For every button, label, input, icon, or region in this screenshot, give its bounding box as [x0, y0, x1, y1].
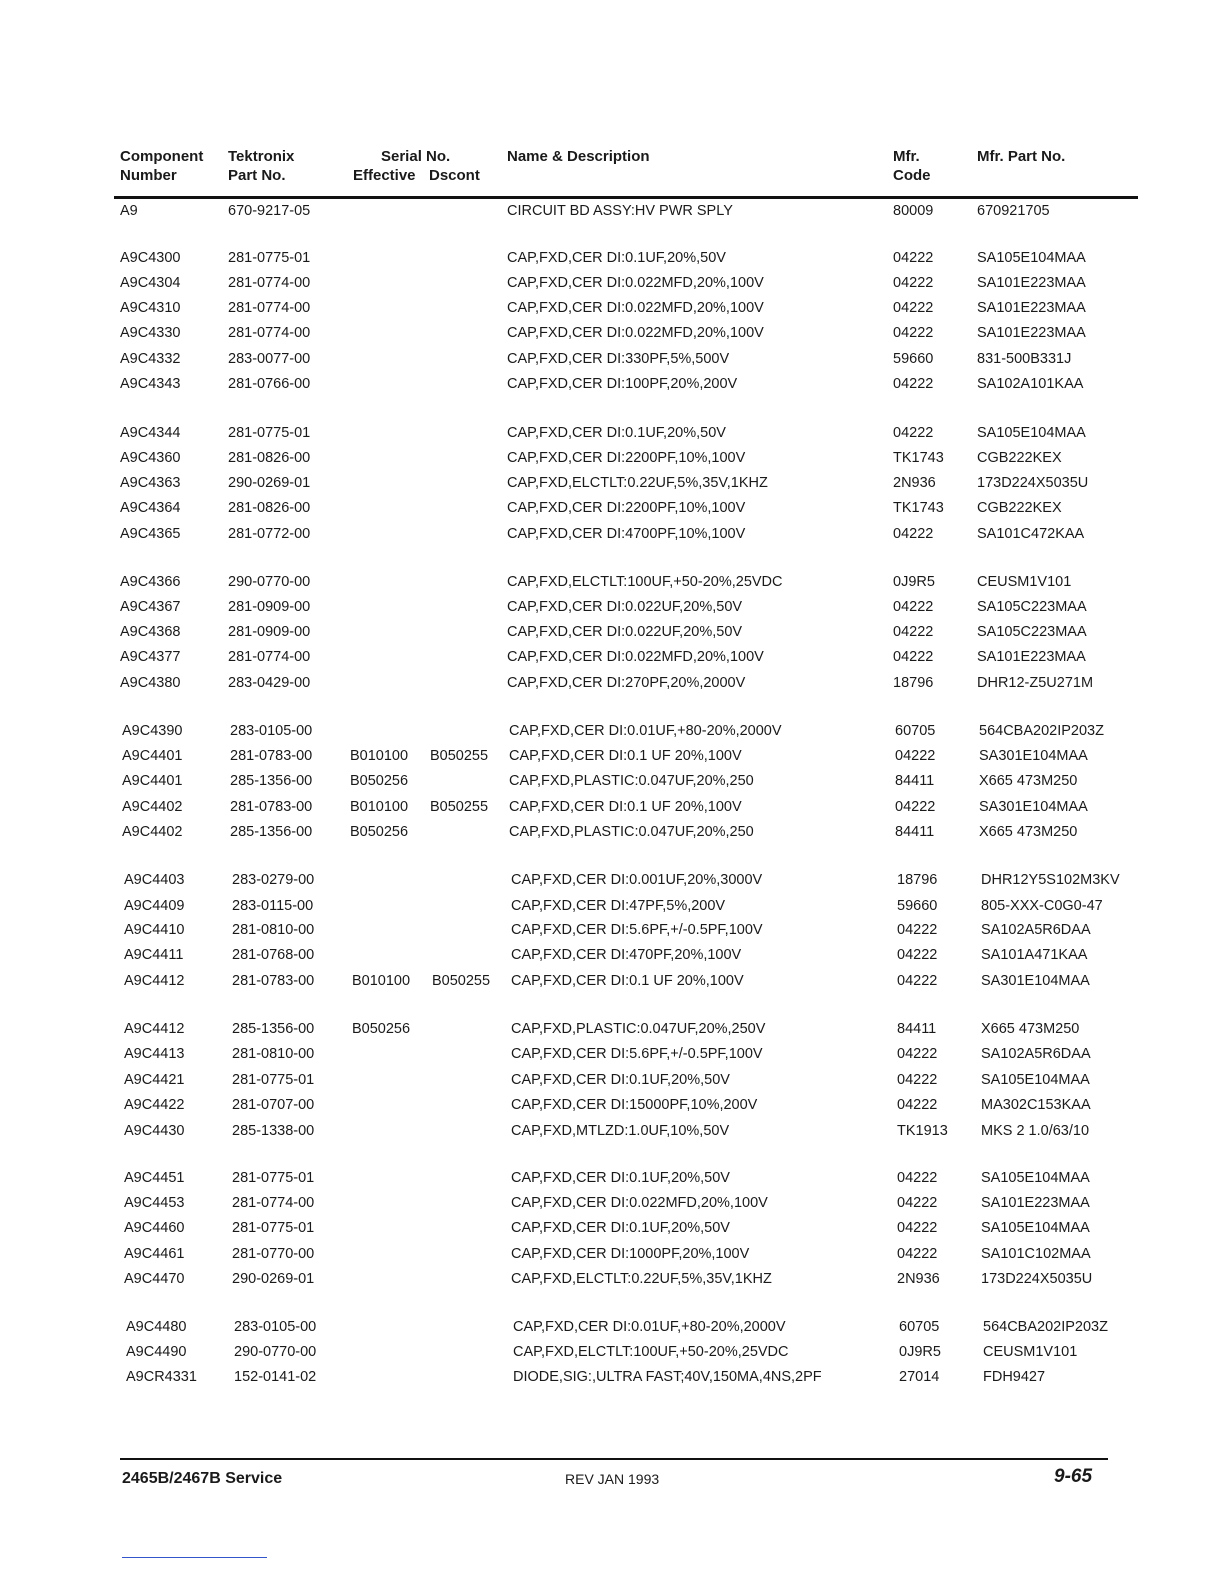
header-serial-dscont: Dscont — [429, 167, 480, 184]
name-description: CIRCUIT BD ASSY:HV PWR SPLY — [507, 203, 733, 219]
mfr-part-number: SA105C223MAA — [977, 599, 1087, 615]
tektronix-part-number: 285-1356-00 — [232, 1021, 315, 1037]
mfr-code: 80009 — [893, 203, 934, 219]
table-row — [0, 523, 1224, 545]
table-row — [0, 1167, 1224, 1189]
tektronix-part-number: 285-1356-00 — [230, 824, 313, 840]
component-number: A9C4332 — [120, 351, 181, 367]
component-number: A9C4461 — [124, 1246, 185, 1262]
component-number: A9C4470 — [124, 1271, 185, 1287]
tektronix-part-number: 290-0770-00 — [228, 574, 311, 590]
mfr-part-number: DHR12Y5S102M3KV — [981, 872, 1120, 888]
mfr-code: 84411 — [895, 773, 935, 789]
component-number: A9C4366 — [120, 574, 181, 590]
mfr-part-number: 564CBA202IP203Z — [979, 723, 1104, 739]
table-row — [0, 1120, 1224, 1142]
tektronix-part-number: 152-0141-02 — [234, 1369, 317, 1385]
table-row — [0, 895, 1224, 917]
name-description: CAP,FXD,CER DI:0.022MFD,20%,100V — [507, 325, 764, 341]
name-description: CAP,FXD,ELCTLT:0.22UF,5%,35V,1KHZ — [507, 475, 768, 491]
mfr-code: 04222 — [897, 973, 938, 989]
mfr-part-number: SA105E104MAA — [981, 1072, 1090, 1088]
name-description: CAP,FXD,ELCTLT:0.22UF,5%,35V,1KHZ — [511, 1271, 772, 1287]
header-component: Component Number — [120, 148, 204, 184]
name-description: CAP,FXD,PLASTIC:0.047UF,20%,250V — [511, 1021, 766, 1037]
component-number: A9C4310 — [120, 300, 181, 316]
tektronix-part-number: 281-0909-00 — [228, 599, 311, 615]
table-row — [0, 472, 1224, 494]
name-description: CAP,FXD,CER DI:5.6PF,+/-0.5PF,100V — [511, 922, 763, 938]
tektronix-part-number: 281-0775-01 — [232, 1170, 315, 1186]
table-row — [0, 447, 1224, 469]
serial-effective: B050256 — [350, 773, 409, 789]
mfr-part-number: CEUSM1V101 — [983, 1344, 1078, 1360]
name-description: CAP,FXD,CER DI:270PF,20%,2000V — [507, 675, 746, 691]
footer-revision: REV JAN 1993 — [565, 1471, 660, 1487]
tektronix-part-number: 283-0279-00 — [232, 872, 315, 888]
tektronix-part-number: 670-9217-05 — [228, 203, 311, 219]
mfr-code: 04222 — [893, 250, 934, 266]
component-number: A9C4377 — [120, 649, 181, 665]
mfr-part-number: X665 473M250 — [979, 773, 1078, 789]
name-description: CAP,FXD,CER DI:4700PF,10%,100V — [507, 526, 746, 542]
table-row — [0, 297, 1224, 319]
table-row — [0, 672, 1224, 694]
mfr-code: 59660 — [893, 351, 934, 367]
name-description: CAP,FXD,CER DI:0.1UF,20%,50V — [511, 1220, 730, 1236]
component-number: A9 — [120, 203, 138, 219]
name-description: CAP,FXD,CER DI:0.1UF,20%,50V — [507, 250, 726, 266]
name-description: CAP,FXD,MTLZD:1.0UF,10%,50V — [511, 1123, 730, 1139]
mfr-code: 18796 — [897, 872, 938, 888]
mfr-part-number: SA101E223MAA — [977, 275, 1086, 291]
mfr-code: TK1743 — [893, 450, 944, 466]
name-description: CAP,FXD,CER DI:2200PF,10%,100V — [507, 450, 746, 466]
mfr-code: 84411 — [897, 1021, 937, 1037]
component-number: A9C4413 — [124, 1046, 185, 1062]
tektronix-part-number: 281-0774-00 — [228, 325, 311, 341]
mfr-part-number: 173D224X5035U — [977, 475, 1089, 491]
mfr-code: 84411 — [895, 824, 935, 840]
name-description: CAP,FXD,CER DI:47PF,5%,200V — [511, 898, 726, 914]
table-row — [0, 646, 1224, 668]
name-description: CAP,FXD,CER DI:0.022UF,20%,50V — [507, 599, 743, 615]
mfr-code: 04222 — [897, 1097, 938, 1113]
footer-rule — [120, 1458, 1108, 1460]
mfr-part-number: SA101E223MAA — [977, 325, 1086, 341]
mfr-part-number: SA301E104MAA — [979, 748, 1088, 764]
table-row — [0, 247, 1224, 269]
tektronix-part-number: 290-0770-00 — [234, 1344, 317, 1360]
table-row — [0, 919, 1224, 941]
tektronix-part-number: 285-1356-00 — [230, 773, 313, 789]
component-number: A9C4453 — [124, 1195, 185, 1211]
tektronix-part-number: 281-0774-00 — [228, 275, 311, 291]
component-number: A9C4412 — [124, 1021, 185, 1037]
table-row — [0, 796, 1224, 818]
mfr-code: 04222 — [893, 275, 934, 291]
component-number: A9C4403 — [124, 872, 185, 888]
mfr-part-number: X665 473M250 — [981, 1021, 1080, 1037]
name-description: CAP,FXD,CER DI:0.022MFD,20%,100V — [507, 300, 764, 316]
mfr-code: 04222 — [893, 325, 934, 341]
serial-effective: B010100 — [352, 973, 411, 989]
mfr-code: 04222 — [897, 1195, 938, 1211]
name-description: CAP,FXD,CER DI:0.1UF,20%,50V — [511, 1072, 730, 1088]
tektronix-part-number: 281-0775-01 — [232, 1220, 315, 1236]
serial-effective: B050256 — [350, 824, 409, 840]
component-number: A9C4410 — [124, 922, 185, 938]
name-description: CAP,FXD,CER DI:15000PF,10%,200V — [511, 1097, 758, 1113]
table-row — [0, 745, 1224, 767]
mfr-code: 04222 — [895, 799, 936, 815]
mfr-part-number: SA101E223MAA — [981, 1195, 1090, 1211]
footer-page-number: 9-65 — [1054, 1466, 1093, 1487]
mfr-part-number: 805-XXX-C0G0-47 — [981, 898, 1103, 914]
tektronix-part-number: 281-0766-00 — [228, 376, 311, 392]
name-description: CAP,FXD,CER DI:0.01UF,+80-20%,2000V — [513, 1319, 786, 1335]
table-row — [0, 1268, 1224, 1290]
mfr-part-number: SA105C223MAA — [977, 624, 1087, 640]
name-description: CAP,FXD,PLASTIC:0.047UF,20%,250 — [509, 824, 754, 840]
mfr-part-number: SA102A5R6DAA — [981, 1046, 1091, 1062]
tektronix-part-number: 281-0707-00 — [232, 1097, 315, 1113]
table-row — [0, 596, 1224, 618]
name-description: CAP,FXD,CER DI:0.1 UF 20%,100V — [511, 973, 744, 989]
mfr-code: 27014 — [899, 1369, 940, 1385]
mfr-code: 0J9R5 — [899, 1344, 941, 1360]
tektronix-part-number: 281-0774-00 — [228, 300, 311, 316]
table-row — [0, 1341, 1224, 1363]
tektronix-part-number: 283-0429-00 — [228, 675, 311, 691]
mfr-part-number: SA105E104MAA — [981, 1220, 1090, 1236]
serial-dscont: B050255 — [430, 748, 489, 764]
header-name-description: Name & Description — [507, 148, 650, 165]
table-row — [0, 1217, 1224, 1239]
mfr-part-number: SA301E104MAA — [981, 973, 1090, 989]
tektronix-part-number: 281-0775-01 — [232, 1072, 315, 1088]
mfr-part-number: FDH9427 — [983, 1369, 1046, 1385]
mfr-code: 0J9R5 — [893, 574, 935, 590]
mfr-part-number: 564CBA202IP203Z — [983, 1319, 1108, 1335]
tektronix-part-number: 281-0775-01 — [228, 250, 311, 266]
tektronix-part-number: 281-0768-00 — [232, 947, 315, 963]
table-row — [0, 621, 1224, 643]
tektronix-part-number: 281-0770-00 — [232, 1246, 315, 1262]
component-number: A9C4401 — [122, 748, 183, 764]
name-description: CAP,FXD,CER DI:0.022MFD,20%,100V — [507, 649, 764, 665]
name-description: CAP,FXD,CER DI:5.6PF,+/-0.5PF,100V — [511, 1046, 763, 1062]
mfr-code: 04222 — [893, 599, 934, 615]
name-description: CAP,FXD,CER DI:0.1 UF 20%,100V — [509, 799, 742, 815]
mfr-part-number: CGB222KEX — [977, 500, 1062, 516]
name-description: CAP,FXD,CER DI:0.1UF,20%,50V — [511, 1170, 730, 1186]
tektronix-part-number: 281-0810-00 — [232, 1046, 315, 1062]
table-row — [0, 869, 1224, 891]
serial-effective: B050256 — [352, 1021, 411, 1037]
component-number: A9C4304 — [120, 275, 181, 291]
mfr-code: 04222 — [897, 1246, 938, 1262]
mfr-code: 04222 — [897, 922, 938, 938]
mfr-code: 59660 — [897, 898, 938, 914]
name-description: CAP,FXD,CER DI:0.001UF,20%,3000V — [511, 872, 763, 888]
component-number: A9C4422 — [124, 1097, 185, 1113]
mfr-part-number: X665 473M250 — [979, 824, 1078, 840]
mfr-part-number: MKS 2 1.0/63/10 — [981, 1123, 1090, 1139]
mfr-part-number: SA101A471KAA — [981, 947, 1088, 963]
table-row — [0, 1192, 1224, 1214]
mfr-code: TK1743 — [893, 500, 944, 516]
name-description: CAP,FXD,CER DI:0.1UF,20%,50V — [507, 425, 726, 441]
mfr-code: 04222 — [897, 1072, 938, 1088]
component-number: A9C4409 — [124, 898, 185, 914]
footer-manual-title: 2465B/2467B Service — [122, 1470, 283, 1487]
mfr-part-number: MA302C153KAA — [981, 1097, 1091, 1113]
name-description: CAP,FXD,CER DI:100PF,20%,200V — [507, 376, 738, 392]
table-row — [0, 821, 1224, 843]
component-number: A9C4344 — [120, 425, 181, 441]
table-row — [0, 770, 1224, 792]
component-number: A9C4368 — [120, 624, 181, 640]
header-rule — [114, 196, 1138, 199]
table-row — [0, 1043, 1224, 1065]
table-row — [0, 720, 1224, 742]
mfr-code: 04222 — [897, 1170, 938, 1186]
tektronix-part-number: 281-0774-00 — [228, 649, 311, 665]
name-description: CAP,FXD,CER DI:0.022MFD,20%,100V — [507, 275, 764, 291]
mfr-part-number: SA102A5R6DAA — [981, 922, 1091, 938]
component-number: A9C4430 — [124, 1123, 185, 1139]
serial-dscont: B050255 — [432, 973, 491, 989]
name-description: CAP,FXD,CER DI:0.022MFD,20%,100V — [511, 1195, 768, 1211]
name-description: CAP,FXD,CER DI:0.01UF,+80-20%,2000V — [509, 723, 782, 739]
table-row — [0, 1366, 1224, 1388]
component-number: A9C4300 — [120, 250, 181, 266]
serial-dscont: B050255 — [430, 799, 489, 815]
tektronix-part-number: 281-0826-00 — [228, 500, 311, 516]
tektronix-part-number: 281-0810-00 — [232, 922, 315, 938]
component-number: A9C4421 — [124, 1072, 185, 1088]
table-row — [0, 1243, 1224, 1265]
tektronix-part-number: 281-0772-00 — [228, 526, 311, 542]
name-description: DIODE,SIG:,ULTRA FAST;40V,150MA,4NS,2PF — [513, 1369, 822, 1385]
mfr-part-number: SA101C102MAA — [981, 1246, 1091, 1262]
component-number: A9C4343 — [120, 376, 181, 392]
component-number: A9C4402 — [122, 824, 183, 840]
header-mfr-part: Mfr. Part No. — [977, 148, 1066, 165]
name-description: CAP,FXD,ELCTLT:100UF,+50-20%,25VDC — [513, 1344, 789, 1360]
mfr-part-number: 831-500B331J — [977, 351, 1072, 367]
mfr-code: 04222 — [893, 376, 934, 392]
mfr-code: 04222 — [897, 947, 938, 963]
tektronix-part-number: 281-0826-00 — [228, 450, 311, 466]
tektronix-part-number: 281-0909-00 — [228, 624, 311, 640]
tektronix-part-number: 283-0115-00 — [232, 898, 314, 914]
mfr-code: TK1913 — [897, 1123, 948, 1139]
table-row — [0, 373, 1224, 395]
tektronix-part-number: 285-1338-00 — [232, 1123, 315, 1139]
mfr-code: 04222 — [893, 624, 934, 640]
tektronix-part-number: 281-0783-00 — [232, 973, 315, 989]
mfr-part-number: 173D224X5035U — [981, 1271, 1093, 1287]
mfr-code: 04222 — [893, 425, 934, 441]
tektronix-part-number: 281-0775-01 — [228, 425, 311, 441]
tektronix-part-number: 283-0105-00 — [234, 1319, 317, 1335]
table-row — [0, 944, 1224, 966]
name-description: CAP,FXD,CER DI:0.1 UF 20%,100V — [509, 748, 742, 764]
mfr-part-number: 670921705 — [977, 203, 1050, 219]
mfr-code: 2N936 — [893, 475, 936, 491]
mfr-part-number: SA102A101KAA — [977, 376, 1084, 392]
mfr-code: 04222 — [897, 1220, 938, 1236]
table-row — [0, 1316, 1224, 1338]
corner-link-line — [122, 1557, 267, 1558]
component-number: A9C4330 — [120, 325, 181, 341]
table-row — [0, 422, 1224, 444]
table-row — [0, 1069, 1224, 1091]
name-description: CAP,FXD,CER DI:330PF,5%,500V — [507, 351, 730, 367]
tektronix-part-number: 283-0105-00 — [230, 723, 313, 739]
component-number: A9C4411 — [124, 947, 184, 963]
table-row — [0, 200, 1224, 222]
table-row — [0, 322, 1224, 344]
tektronix-part-number: 281-0774-00 — [232, 1195, 315, 1211]
mfr-code: 04222 — [893, 649, 934, 665]
component-number: A9C4363 — [120, 475, 181, 491]
component-number: A9C4451 — [124, 1170, 185, 1186]
mfr-part-number: SA105E104MAA — [977, 425, 1086, 441]
component-number: A9C4401 — [122, 773, 183, 789]
mfr-code: 60705 — [899, 1319, 940, 1335]
mfr-part-number: SA105E104MAA — [977, 250, 1086, 266]
header-mfr-code: Mfr. Code — [893, 148, 931, 184]
mfr-code: 04222 — [895, 748, 936, 764]
mfr-code: 04222 — [897, 1046, 938, 1062]
component-number: A9C4480 — [126, 1319, 187, 1335]
tektronix-part-number: 290-0269-01 — [228, 475, 311, 491]
table-row — [0, 1018, 1224, 1040]
mfr-part-number: SA301E104MAA — [979, 799, 1088, 815]
mfr-code: 60705 — [895, 723, 936, 739]
component-number: A9C4380 — [120, 675, 181, 691]
table-row — [0, 497, 1224, 519]
tektronix-part-number: 281-0783-00 — [230, 748, 313, 764]
mfr-code: 18796 — [893, 675, 934, 691]
serial-effective: B010100 — [350, 748, 409, 764]
header-serial: Serial No. — [381, 148, 451, 165]
name-description: CAP,FXD,CER DI:1000PF,20%,100V — [511, 1246, 750, 1262]
table-row — [0, 571, 1224, 593]
name-description: CAP,FXD,ELCTLT:100UF,+50-20%,25VDC — [507, 574, 783, 590]
mfr-part-number: SA101C472KAA — [977, 526, 1085, 542]
mfr-part-number: SA105E104MAA — [981, 1170, 1090, 1186]
component-number: A9C4360 — [120, 450, 181, 466]
name-description: CAP,FXD,PLASTIC:0.047UF,20%,250 — [509, 773, 754, 789]
name-description: CAP,FXD,CER DI:0.022UF,20%,50V — [507, 624, 743, 640]
header-tektronix-part: Tektronix Part No. — [228, 148, 295, 184]
mfr-code: 2N936 — [897, 1271, 940, 1287]
component-number: A9C4402 — [122, 799, 183, 815]
table-row — [0, 272, 1224, 294]
mfr-part-number: DHR12-Z5U271M — [977, 675, 1094, 691]
tektronix-part-number: 281-0783-00 — [230, 799, 313, 815]
name-description: CAP,FXD,CER DI:470PF,20%,100V — [511, 947, 742, 963]
component-number: A9CR4331 — [126, 1369, 197, 1385]
component-number: A9C4490 — [126, 1344, 187, 1360]
mfr-part-number: CGB222KEX — [977, 450, 1062, 466]
mfr-code: 04222 — [893, 526, 934, 542]
mfr-part-number: CEUSM1V101 — [977, 574, 1072, 590]
tektronix-part-number: 290-0269-01 — [232, 1271, 315, 1287]
header-serial-effective: Effective — [353, 167, 416, 184]
table-row — [0, 348, 1224, 370]
mfr-part-number: SA101E223MAA — [977, 300, 1086, 316]
name-description: CAP,FXD,CER DI:2200PF,10%,100V — [507, 500, 746, 516]
table-row — [0, 1094, 1224, 1116]
component-number: A9C4365 — [120, 526, 181, 542]
component-number: A9C4364 — [120, 500, 181, 516]
component-number: A9C4412 — [124, 973, 185, 989]
mfr-part-number: SA101E223MAA — [977, 649, 1086, 665]
tektronix-part-number: 283-0077-00 — [228, 351, 311, 367]
table-row — [0, 970, 1224, 992]
serial-effective: B010100 — [350, 799, 409, 815]
component-number: A9C4390 — [122, 723, 183, 739]
mfr-code: 04222 — [893, 300, 934, 316]
component-number: A9C4367 — [120, 599, 181, 615]
component-number: A9C4460 — [124, 1220, 185, 1236]
